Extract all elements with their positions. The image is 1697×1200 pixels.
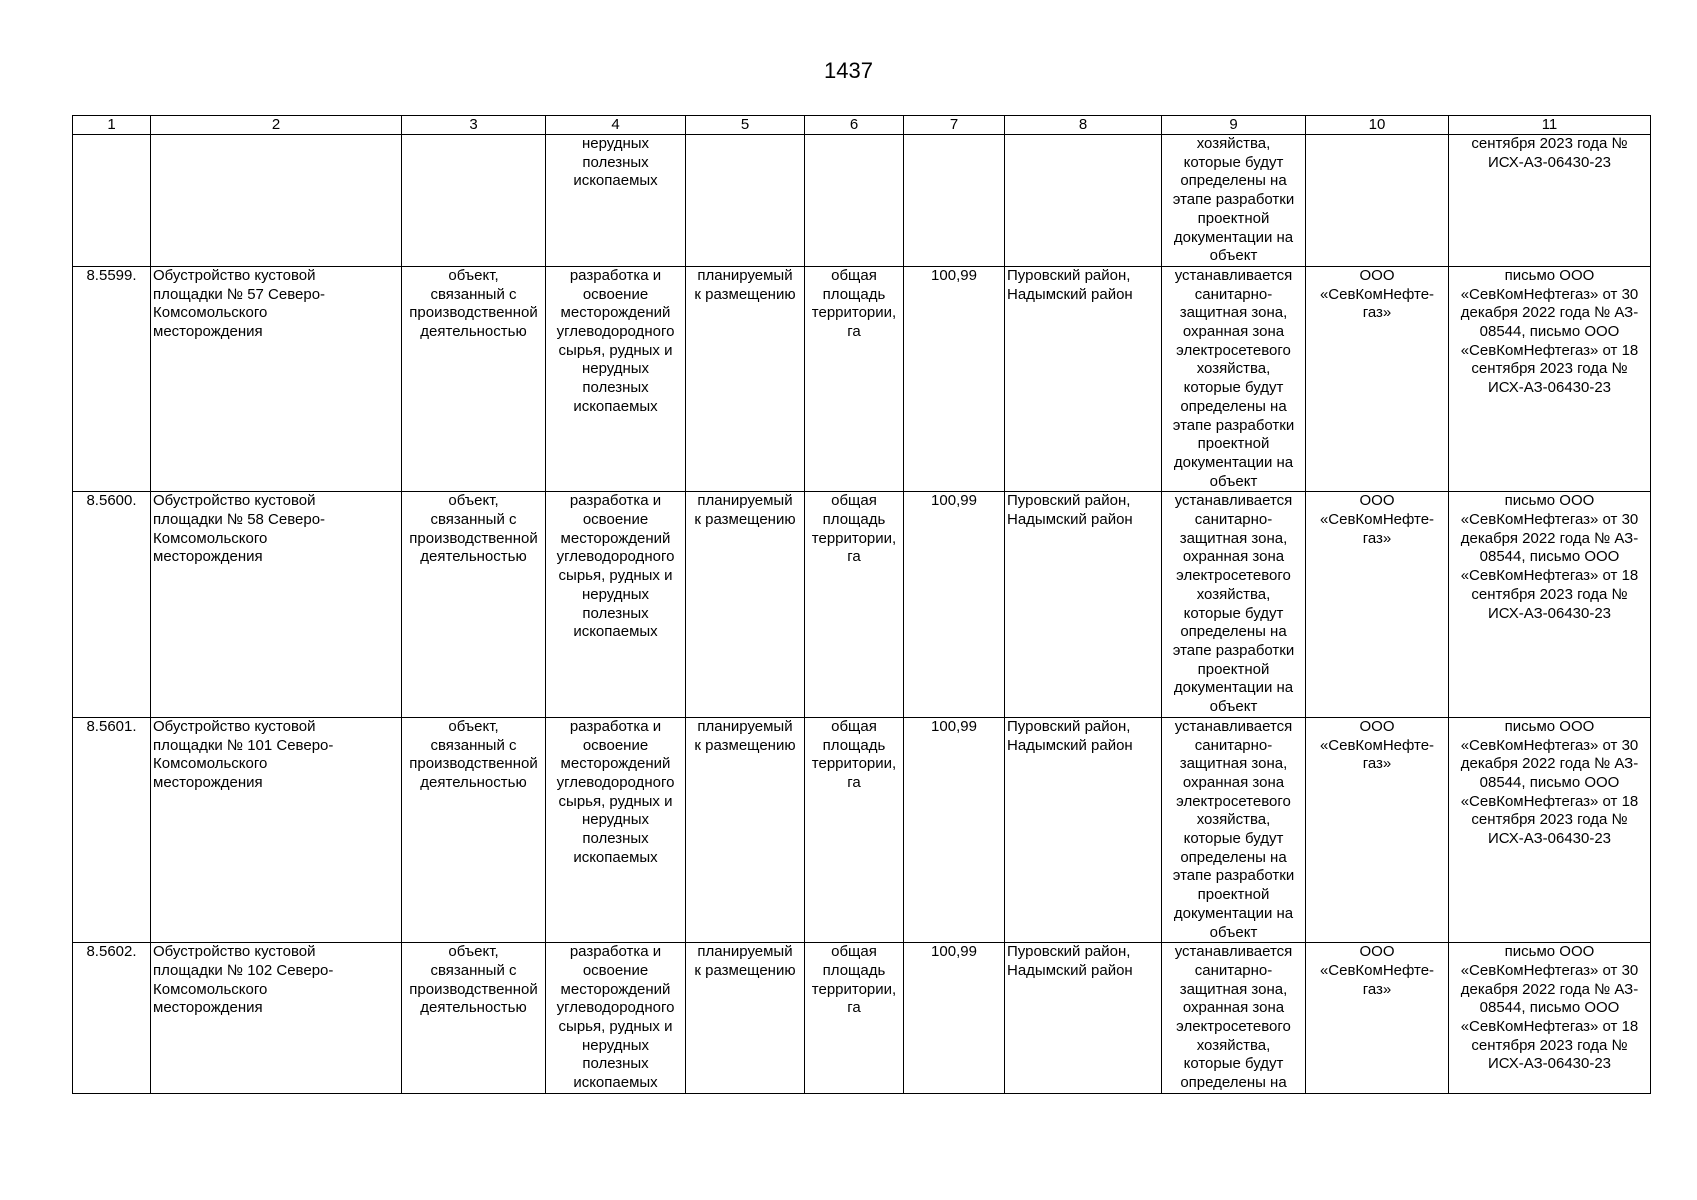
value-cell: 100,99	[904, 717, 1005, 942]
object-type-cell: объект, связанный с производственной деятельностью	[402, 492, 546, 717]
table-cell: сентября 2023 года № ИСХ-АЗ-06430-23	[1449, 135, 1651, 267]
purpose-cell: разработка и освоение месторождений углеводородного сырья, рудных и нерудных полезных ископаемых	[546, 717, 686, 942]
object-name-cell: Обустройство кустовой площадки № 57 Северо- Комсомольского месторождения	[151, 266, 402, 491]
status-cell: планируемый к размещению	[686, 492, 805, 717]
page-number: 1437	[824, 58, 873, 83]
row-number-cell: 8.5600.	[73, 492, 151, 717]
column-number: 6	[805, 116, 904, 135]
column-number: 7	[904, 116, 1005, 135]
organization-cell: ООО «СевКомНефте- газ»	[1306, 717, 1449, 942]
table-row	[73, 266, 1651, 491]
table-cell	[73, 135, 151, 267]
row-number-cell: 8.5599.	[73, 266, 151, 491]
column-number: 8	[1005, 116, 1162, 135]
status-cell: планируемый к размещению	[686, 266, 805, 491]
location-cell: Пуровский район, Надымский район	[1005, 717, 1162, 942]
location-cell: Пуровский район, Надымский район	[1005, 266, 1162, 491]
object-type-cell: объект, связанный с производственной деятельностью	[402, 717, 546, 942]
purpose-cell: разработка и освоение месторождений углеводородного сырья, рудных и нерудных полезных ископаемых	[546, 266, 686, 491]
row-number-cell: 8.5601.	[73, 717, 151, 942]
table-cell: нерудных полезных ископаемых	[546, 135, 686, 267]
value-cell: 100,99	[904, 266, 1005, 491]
value-cell: 100,99	[904, 943, 1005, 1094]
basis-cell: письмо ООО «СевКомНефтегаз» от 30 декабря 2022 года № АЗ- 08544, письмо ООО «СевКомНефтегаз» от 18 сентября 2023 года № ИСХ-АЗ-06430-23	[1449, 492, 1651, 717]
zone-cell: устанавливается санитарно- защитная зона, охранная зона электросетевого хозяйства, которые будут определены на этапе разработки проектной документации на объект	[1162, 266, 1306, 491]
purpose-cell: разработка и освоение месторождений углеводородного сырья, рудных и нерудных полезных ископаемых	[546, 492, 686, 717]
column-number: 5	[686, 116, 805, 135]
row-number-cell: 8.5602.	[73, 943, 151, 1094]
organization-cell: ООО «СевКомНефте- газ»	[1306, 266, 1449, 491]
location-cell: Пуровский район, Надымский район	[1005, 492, 1162, 717]
value-cell: 100,99	[904, 492, 1005, 717]
column-number: 3	[402, 116, 546, 135]
basis-cell: письмо ООО «СевКомНефтегаз» от 30 декабря 2022 года № АЗ- 08544, письмо ООО «СевКомНефтегаз» от 18 сентября 2023 года № ИСХ-АЗ-06430-23	[1449, 266, 1651, 491]
column-number: 9	[1162, 116, 1306, 135]
object-type-cell: объект, связанный с производственной деятельностью	[402, 266, 546, 491]
table-row	[73, 717, 1651, 942]
basis-cell: письмо ООО «СевКомНефтегаз» от 30 декабря 2022 года № АЗ- 08544, письмо ООО «СевКомНефтегаз» от 18 сентября 2023 года № ИСХ-АЗ-06430-23	[1449, 943, 1651, 1094]
registry-table	[72, 115, 1651, 1094]
column-number: 1	[73, 116, 151, 135]
status-cell: планируемый к размещению	[686, 717, 805, 942]
column-number: 4	[546, 116, 686, 135]
table-cell	[402, 135, 546, 267]
column-number: 10	[1306, 116, 1449, 135]
table-row	[73, 943, 1651, 1094]
table-row	[73, 492, 1651, 717]
organization-cell: ООО «СевКомНефте- газ»	[1306, 492, 1449, 717]
object-type-cell: объект, связанный с производственной деятельностью	[402, 943, 546, 1094]
characteristic-cell: общая площадь территории, га	[805, 492, 904, 717]
table-cell	[1306, 135, 1449, 267]
zone-cell: устанавливается санитарно- защитная зона, охранная зона электросетевого хозяйства, которые будут определены на этапе разработки проектной документации на объект	[1162, 717, 1306, 942]
continuation-row	[73, 135, 1651, 267]
table-cell	[1005, 135, 1162, 267]
characteristic-cell: общая площадь территории, га	[805, 266, 904, 491]
characteristic-cell: общая площадь территории, га	[805, 943, 904, 1094]
characteristic-cell: общая площадь территории, га	[805, 717, 904, 942]
zone-cell: устанавливается санитарно- защитная зона, охранная зона электросетевого хозяйства, которые будут определены на этапе разработки проектной документации на объект	[1162, 492, 1306, 717]
object-name-cell: Обустройство кустовой площадки № 102 Северо- Комсомольского месторождения	[151, 943, 402, 1094]
status-cell: планируемый к размещению	[686, 943, 805, 1094]
table-cell	[686, 135, 805, 267]
object-name-cell: Обустройство кустовой площадки № 58 Северо- Комсомольского месторождения	[151, 492, 402, 717]
table-cell	[151, 135, 402, 267]
table-cell: хозяйства, которые будут определены на этапе разработки проектной документации на объект	[1162, 135, 1306, 267]
column-number-row	[73, 116, 1651, 135]
location-cell: Пуровский район, Надымский район	[1005, 943, 1162, 1094]
table-cell	[904, 135, 1005, 267]
basis-cell: письмо ООО «СевКомНефтегаз» от 30 декабря 2022 года № АЗ- 08544, письмо ООО «СевКомНефтегаз» от 18 сентября 2023 года № ИСХ-АЗ-06430-23	[1449, 717, 1651, 942]
organization-cell: ООО «СевКомНефте- газ»	[1306, 943, 1449, 1094]
zone-cell: устанавливается санитарно- защитная зона, охранная зона электросетевого хозяйства, которые будут определены на	[1162, 943, 1306, 1094]
purpose-cell: разработка и освоение месторождений углеводородного сырья, рудных и нерудных полезных ископаемых	[546, 943, 686, 1094]
column-number: 2	[151, 116, 402, 135]
table-cell	[805, 135, 904, 267]
object-name-cell: Обустройство кустовой площадки № 101 Северо- Комсомольского месторождения	[151, 717, 402, 942]
column-number: 11	[1449, 116, 1651, 135]
